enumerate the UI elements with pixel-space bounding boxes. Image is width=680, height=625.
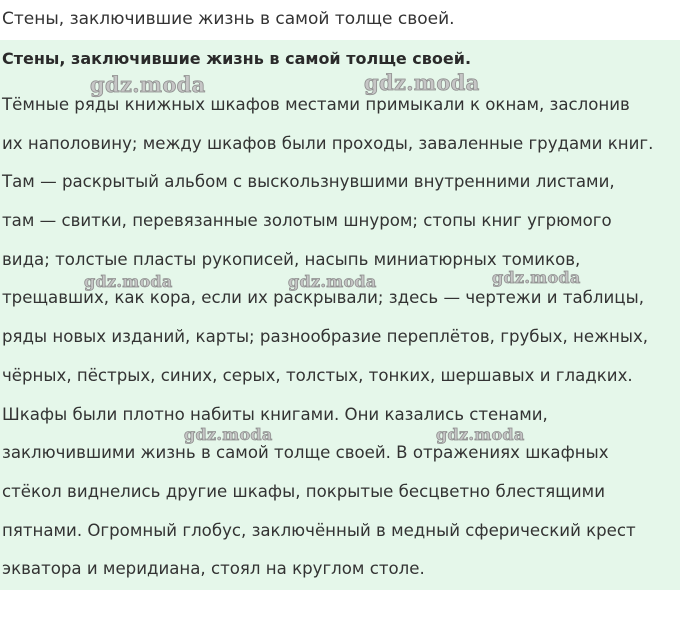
body-line: там — свитки, перевязанные золотым шнуром; стопы книг угрюмого	[2, 211, 612, 231]
body-line: стёкол виднелись другие шкафы, покрытые бесцветно блестящими	[2, 481, 605, 501]
body-line: Шкафы были плотно набиты книгами. Они казались стенами,	[2, 404, 548, 424]
body-line: Тёмные ряды книжных шкафов местами примыкали к окнам, заслонив	[2, 95, 630, 114]
body-line: трещавших, как кора, если их раскрывали; здесь — чертежи и таблицы,	[2, 288, 644, 308]
answer-title: Стены, заключившие жизнь в самой толще своей.	[2, 49, 472, 68]
body-line: экватора и меридиана, стоял на круглом столе.	[2, 559, 425, 579]
watermark: gdz.moda	[492, 268, 581, 287]
body-line: заключившими жизнь в самой толще своей. В отражениях шкафных	[2, 443, 609, 463]
page-heading: Стены, заключившие жизнь в самой толще своей.	[2, 9, 455, 29]
watermark: gdz.moda	[364, 70, 480, 95]
answer-body	[2, 94, 674, 597]
body-line: их наполовину; между шкафов были проходы, заваленные грудами книг.	[2, 133, 654, 153]
watermark: gdz.moda	[436, 425, 525, 444]
body-line: чёрных, пёстрых, синих, серых, толстых, тонких, шершавых и гладких.	[2, 365, 633, 385]
answer-panel	[0, 40, 680, 590]
body-line: Там — раскрытый альбом с выскользнувшими внутренними листами,	[2, 172, 615, 192]
watermark: gdz.moda	[84, 272, 173, 291]
watermark: gdz.moda	[184, 425, 273, 444]
body-line: ряды новых изданий, карты; разнообразие переплётов, грубых, нежных,	[2, 327, 649, 347]
body-line: вида; толстые пласты рукописей, насыпь миниатюрных томиков,	[2, 249, 581, 269]
watermark: gdz.moda	[288, 272, 377, 291]
body-line: пятнами. Огромный глобус, заключённый в медный сферический крест	[2, 520, 636, 540]
watermark: gdz.moda	[90, 72, 206, 97]
